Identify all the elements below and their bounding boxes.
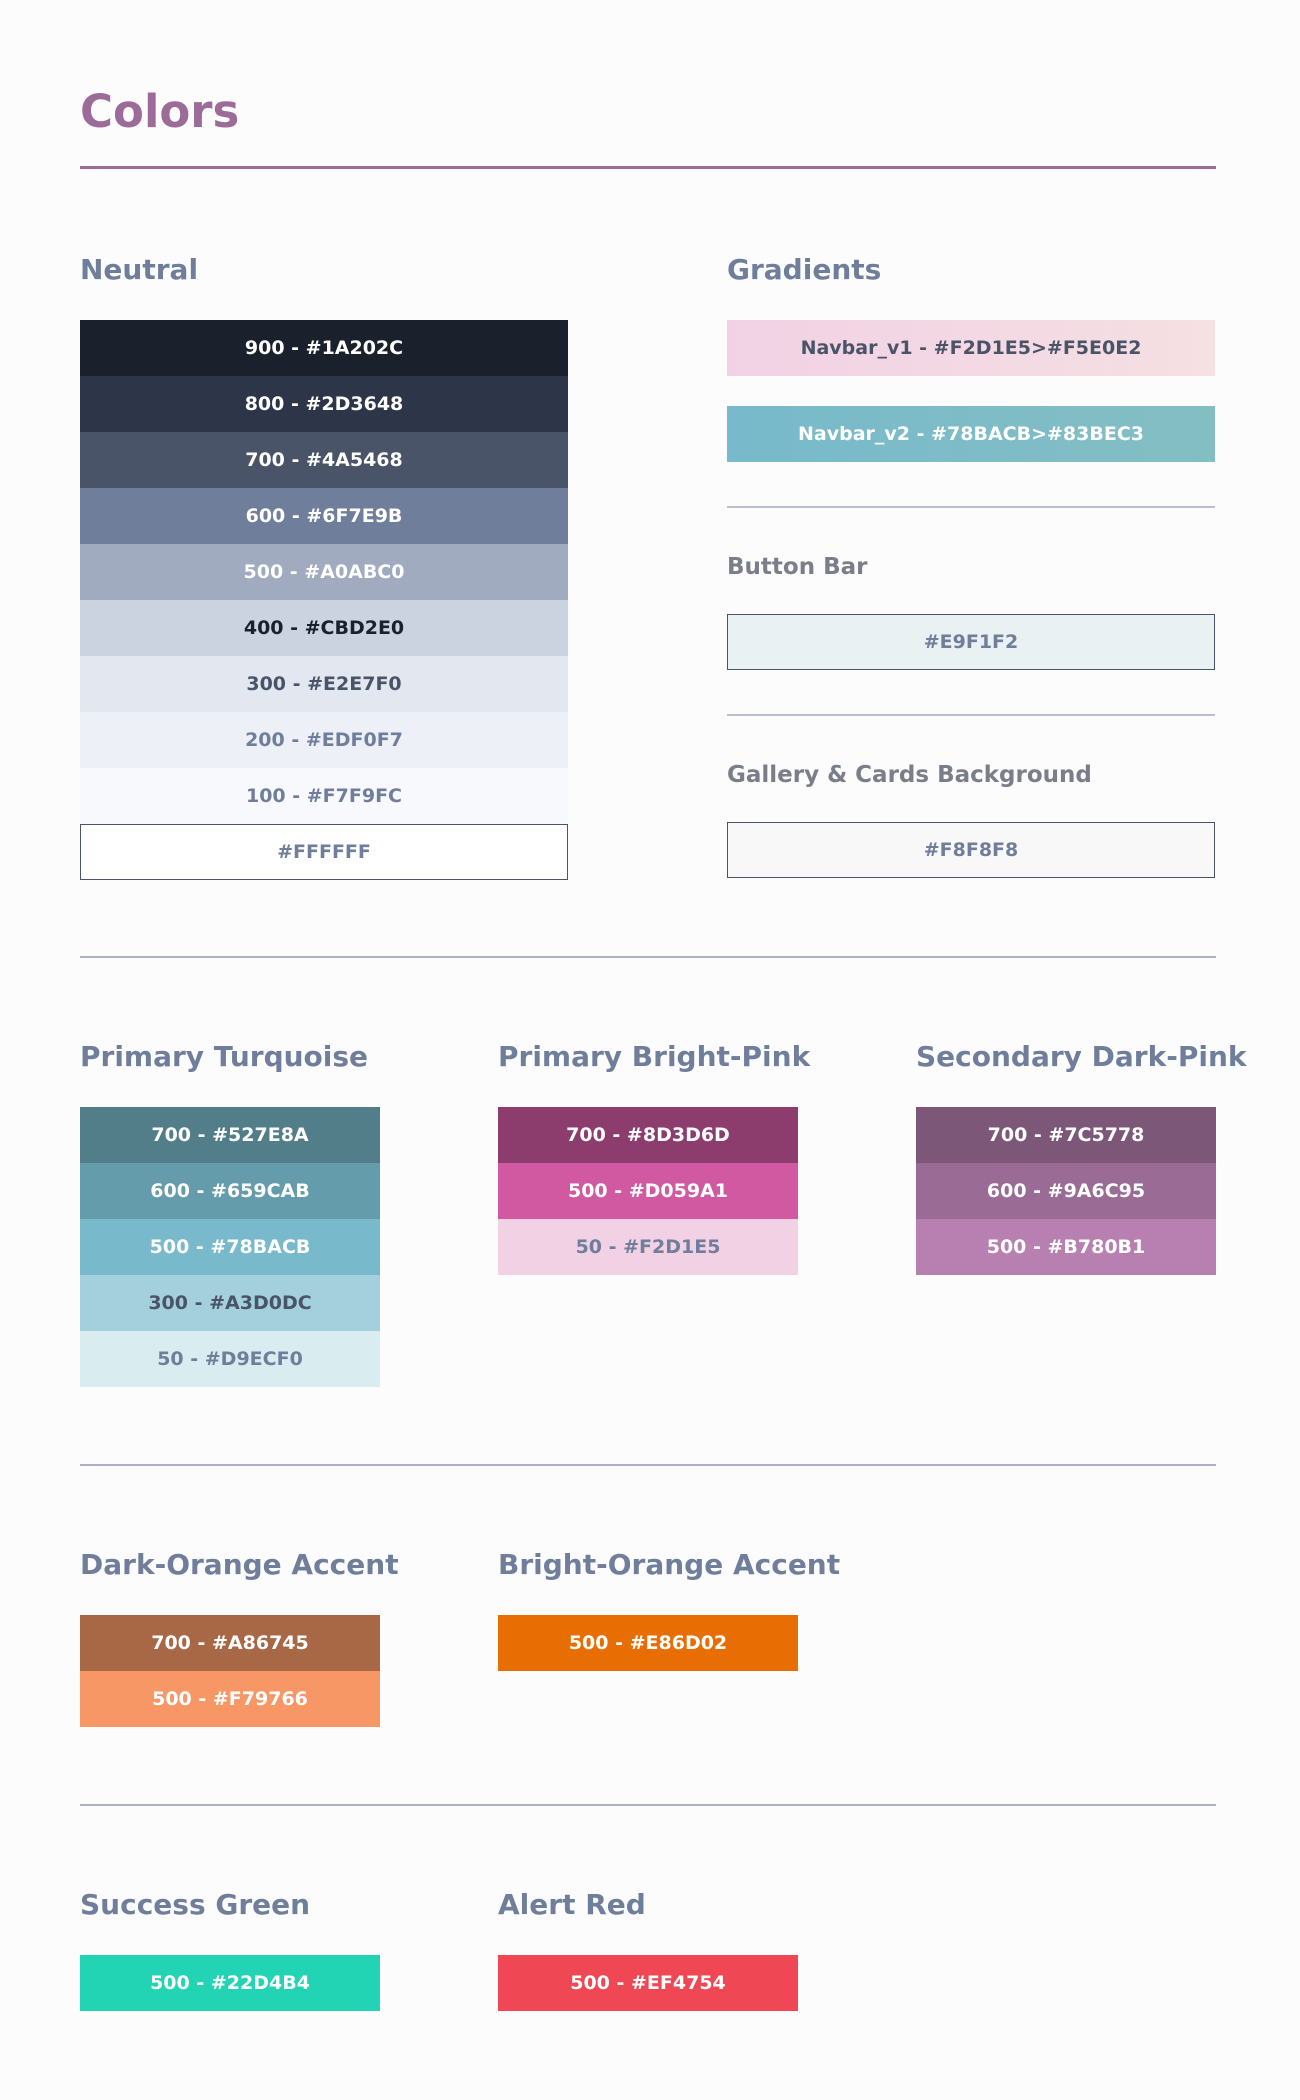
color-swatch-label: 300 - #A3D0DC (148, 1292, 312, 1314)
color-swatch-label: 50 - #F2D1E5 (575, 1236, 721, 1258)
color-swatch (80, 320, 568, 376)
dark-pink-heading: Secondary Dark-Pink (916, 1040, 1247, 1073)
color-swatch-label: 50 - #D9ECF0 (157, 1348, 303, 1370)
color-swatch-label: 200 - #EDF0F7 (245, 729, 403, 751)
page-title: Colors (80, 85, 240, 138)
success-green-heading: Success Green (80, 1888, 311, 1921)
color-swatch-label: 400 - #CBD2E0 (243, 617, 405, 639)
color-swatch (80, 768, 568, 824)
color-swatch-label: 700 - #7C5778 (987, 1124, 1145, 1146)
color-swatch (80, 544, 568, 600)
color-swatch-label: 900 - #1A202C (244, 337, 404, 359)
color-swatch (498, 1955, 798, 2011)
color-swatch-label: 500 - #EF4754 (570, 1972, 726, 1994)
color-swatch-label: 800 - #2D3648 (244, 393, 404, 415)
neutral-swatch-list (80, 320, 568, 880)
navbar-v2-gradient-label: Navbar_v2 - #78BACB>#83BEC3 (798, 423, 1144, 445)
color-swatch-label: 700 - #8D3D6D (566, 1124, 730, 1146)
color-swatch-label: #FFFFFF (277, 841, 371, 863)
button-bar-divider (727, 714, 1215, 716)
bright-pink-swatch-list (498, 1107, 798, 1275)
color-swatch (80, 1275, 380, 1331)
color-swatch (80, 1107, 380, 1163)
title-divider (80, 166, 1216, 169)
color-swatch-label: 600 - #6F7E9B (245, 505, 403, 527)
color-swatch (80, 376, 568, 432)
dark-pink-swatch-list (916, 1107, 1216, 1275)
color-swatch (80, 1615, 380, 1671)
section-divider (80, 1804, 1216, 1806)
color-swatch (80, 712, 568, 768)
color-swatch-label: 500 - #A0ABC0 (243, 561, 405, 583)
navbar-v2-gradient-swatch (727, 406, 1215, 462)
color-swatch-label: 700 - #4A5468 (245, 449, 403, 471)
color-swatch (80, 1219, 380, 1275)
color-swatch-label: 500 - #22D4B4 (150, 1972, 310, 1994)
color-swatch-label: 700 - #A86745 (151, 1632, 309, 1654)
color-swatch-label: 600 - #659CAB (150, 1180, 310, 1202)
color-swatch (80, 1671, 380, 1727)
color-swatch (498, 1219, 798, 1275)
color-swatch (498, 1107, 798, 1163)
button-bar-heading: Button Bar (727, 554, 868, 580)
bright-pink-heading: Primary Bright-Pink (498, 1040, 811, 1073)
color-swatch-label: 500 - #78BACB (149, 1236, 311, 1258)
alert-red-heading: Alert Red (498, 1888, 646, 1921)
color-swatch (80, 1331, 380, 1387)
gallery-heading: Gallery & Cards Background (727, 762, 1092, 788)
color-swatch-label: 300 - #E2E7F0 (246, 673, 402, 695)
color-swatch (498, 1163, 798, 1219)
color-swatch (916, 1163, 1216, 1219)
section-divider (80, 1464, 1216, 1466)
gallery-swatch-label: #F8F8F8 (923, 839, 1019, 861)
section-divider (80, 956, 1216, 958)
color-swatch (80, 1163, 380, 1219)
color-swatch (498, 1615, 798, 1671)
navbar-v1-gradient-swatch (727, 320, 1215, 376)
color-swatch (916, 1107, 1216, 1163)
color-swatch (80, 432, 568, 488)
color-swatch-label: 700 - #527E8A (151, 1124, 309, 1146)
turquoise-heading: Primary Turquoise (80, 1040, 369, 1073)
color-swatch-label: 600 - #9A6C95 (986, 1180, 1146, 1202)
color-swatch-label: 100 - #F7F9FC (245, 785, 403, 807)
color-swatch (916, 1219, 1216, 1275)
dark-orange-swatch-list (80, 1615, 380, 1727)
color-swatch (80, 488, 568, 544)
turquoise-swatch-list (80, 1107, 380, 1387)
neutral-heading: Neutral (80, 253, 199, 286)
color-swatch (80, 824, 568, 880)
button-bar-swatch (727, 614, 1215, 670)
color-swatch-label: 500 - #E86D02 (568, 1632, 728, 1654)
bright-orange-swatch-list (498, 1615, 798, 1671)
button-bar-swatch-label: #E9F1F2 (923, 631, 1019, 653)
color-swatch (80, 656, 568, 712)
bright-orange-heading: Bright-Orange Accent (498, 1548, 841, 1581)
color-swatch (80, 1955, 380, 2011)
gradients-heading: Gradients (727, 253, 882, 286)
dark-orange-heading: Dark-Orange Accent (80, 1548, 399, 1581)
color-swatch-label: 500 - #D059A1 (567, 1180, 729, 1202)
navbar-v1-gradient-label: Navbar_v1 - #F2D1E5>#F5E0E2 (800, 337, 1142, 359)
success-green-swatch-list (80, 1955, 380, 2011)
color-swatch-label: 500 - #B780B1 (986, 1236, 1146, 1258)
color-swatch (80, 600, 568, 656)
color-swatch-label: 500 - #F79766 (152, 1688, 308, 1710)
alert-red-swatch-list (498, 1955, 798, 2011)
gallery-swatch (727, 822, 1215, 878)
gradients-divider (727, 506, 1215, 508)
